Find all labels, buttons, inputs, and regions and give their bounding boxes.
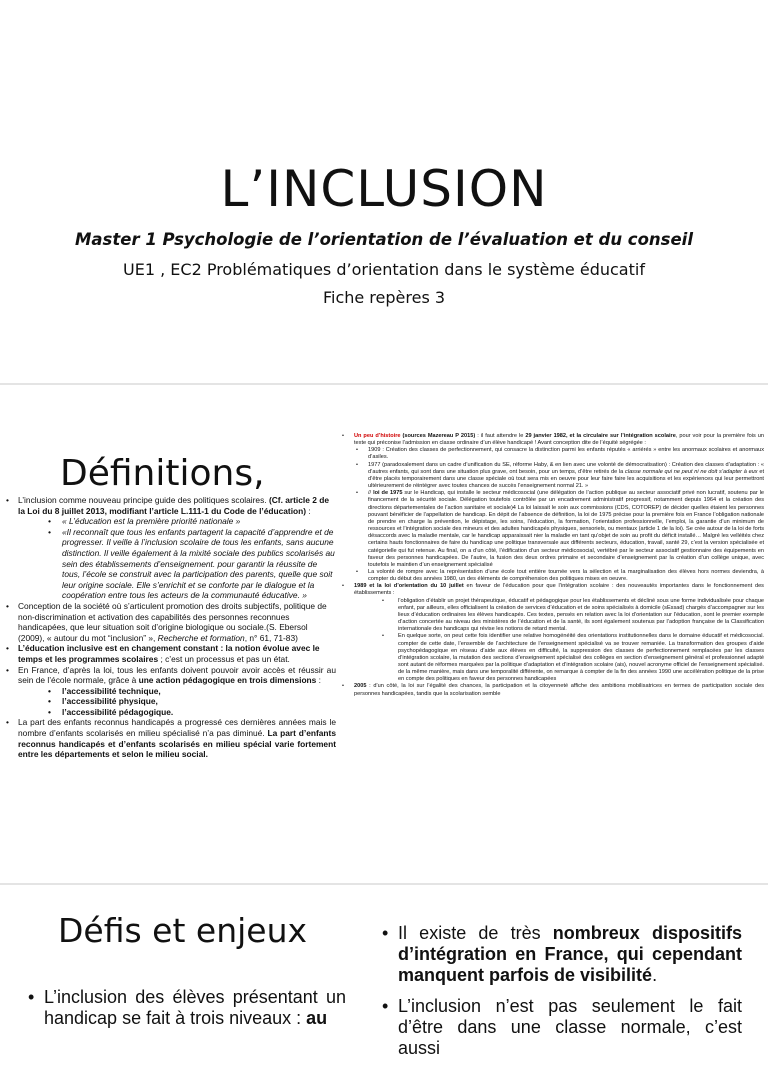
dimension-item: • l’accessibilité physique, (18, 696, 336, 707)
list-item: • Il existe de très nombreux dispositifs d’intégration en France, qui cependant manquent parfois de visibilité. (382, 923, 742, 986)
list-item: • L’éducation inclusive est en changement constant : la notion évolue avec le temps et les programmes scolaires ; c’est un processus et pas un état. (4, 643, 336, 664)
list-item: • 1909 : Création des classes de perfectionnement, qui consacre la distinction parmi les enfants réputés « arriérés » entre les anormaux scolaires et anormaux d’asiles. (354, 447, 764, 461)
module-subtitle: UE1 , EC2 Problématiques d’orientation dans le système éducatif (123, 260, 645, 279)
list-item: • L’inclusion des élèves présentant un handicap se fait à trois niveaux : au (28, 987, 346, 1029)
list-item: • La volonté de rompre avec la représentation d’une école tout entière tournée vers la sélection et la marginalisation des élèves hors normes deviendra, à compter du début des années 1980, un des éléments de compréhension des politiques mises en oeuvre. (354, 569, 764, 583)
list-item: • En quelque sorte, on peut cette fois identifier une relative homogénéité des orientations institutionnelles dans le domaine éducatif et médicosocial. compter de cette date, l’ensemble de l’architecture de l’enseignement spécialisé va se trouver remaniée. La transformation des groupes d’aide psychopédagogique en réseau d’aide aux élèves en difficulté, la suppression des classes de perfectionnement remplacées par les classes d’intégration scolaire, la mutation des sections d’enseignement spécialisé des collèges en section d’enseignement général et professionnel adapté sont autant de réformes marquées par la politique d’adaptation et d’intégration scolaire (ais), nouvel acronyme officiel de l’enseignement spécialisé. de la même manière, mais dans une temporalité différente, on remarque à compter de la fin des années 1990 une accélération politique de la prise en compte des politiques en faveur des personnes handicapées (354, 633, 764, 683)
history-right-column (340, 433, 764, 698)
list-item: • L’inclusion n’est pas seulement le fait d’être dans une classe normale, c’est aussi (382, 996, 742, 1059)
definitions-slide (0, 385, 768, 883)
challenges-title: Défis et enjeux (58, 911, 308, 950)
list-item: • 1977 (paradoxalement dans un cadre d’unification du SE, réforme Haby, & en lien avec une volonté de démocratisation) : Création des classes d’adaptation : « d’autres enfants, qui sont dans une situation plus grave, ont besoin, pour un temps, d’être retirés de la classe normale qui ne peut ni ne doit s’adapter à eux et d’être placés temporairement dans une classe spéciale où tout sera mis en oeuvre pour leur faire faire les acquisitions et les expériences qui leur permettront ultérieurement de réintégrer avec toutes chances de succès l’enseignement normal 21. » (354, 462, 764, 491)
dimension-item: • l’accessibilité pédagogique. (18, 707, 336, 718)
quote-item: • « L’éducation est la première priorité nationale » (18, 516, 336, 527)
slide-title: L’INCLUSION (220, 160, 548, 218)
definitions-left-column (4, 495, 336, 760)
list-item: • En France, d’après la loi, tous les enfants doivent pouvoir avoir accès et réussir au sein de l’école normale, grâce à une action pédagogique en trois dimensions : • l’accessibilité technique, • l’accessibilité physique, • l’accessibilité pédagogique. (4, 665, 336, 718)
definitions-title: Définitions, (60, 453, 265, 494)
list-item: • Un peu d’histoire (sources Mazereau P 2015) : il faut attendre le 29 janvier 1982, et la circulaire sur l’intégration scolaire, pour voir pour la première fois un texte qui préconise l’admission en classe ordinaire d’un élève handicapé ! Avant conception dite de l’équité ségrégée : • 1909 : Création des classes de perfectionnement, qui consacre la distinction parmi les enfants réputés « arriérés » entre les anormaux scolaires et anormaux d’asiles. • 1977 (paradoxalement dans un cadre d’unification du SE, réforme Haby, & en lien avec une volonté de démocratisation) : Création des classes d’adaptation : « d’autres enfants, qui sont dans une situation plus grave, ont besoin, pour un temps, d’être retirés de la classe normale qui ne peut ni ne doit s’adapter à eux et d’être placés temporairement dans une classe spéciale où tout sera mis en oeuvre pour leur faire faire les acquisitions et les expériences qui leur permettront ultérieurement de réintégrer avec toutes chances de succès l’enseignement normal 21. » • // loi de 1975 sur le Handicap, qui installe le secteur médicosocial (une délégation de l’action publique au secteur associatif privé non lucratif, soutenu par le financement de la sécurité sociale. Délégation toutefois contrôlée par un encadrement administratif progressif, notamment depuis 1964 et la création des directions départementales de l’action sanitaire et sociale)4 La loi laissait le soin aux commissions (CDS, COTOREP) de décider quelles étaient les personnes pouvant bénéficier de l’appellation de handicap. En dépit de l’absence de définition, la loi de 1975 précise pour la première fois en France l’obligation nationale de prendre en charge la prévention, le dépistage, les soins, l’éducation, la formation, l’orientation professionnelle, l’emploi, la garantie d’un minimum de ressources et l’intégration sociale des mineurs et des adultes handicapés physiques, sensoriels, ou mentaux (article 1 de la loi). Se crée autour de la loi de forts désaccords avec la maladie mentale, car le handicap apparaissait nier la maladie en tant qu’objet de soin au profit du déficit installé… Malgré les velléités chez certains hauts fonctionnaires de faire du handicap une politique transversale aux différents secteurs, éducation, travail, santé 29, c’est la version spécialisée et catégorielle qui fut retenue. Au final, on a d’un côté, l’édification d’un secteur médicosocial, vertébré par le secteur associatif gestionnaire des équipements en faveur des personnes handicapées. De l’autre, la fusion des deux ordres primaire et secondaire d’enseignement par la création d’un collège unique, avec toutefois le maintien d’un enseignement spécialisé • La volonté de rompre avec la représentation d’une école tout entière tournée vers la sélection et la marginalisation des élèves hors normes deviendra, à compter du début des années 1980, un des éléments de compréhension des politiques mises en oeuvre. (340, 433, 764, 583)
list-item: • Conception de la société où s’articulent promotion des droits subjectifs, politique de non-discrimination et activation des capabilités des personnes reconnues handicapées, que leur situation soit d’origine biologique ou sociale.(S. Ebersol (2009), « autour du mot “inclusion” », Recherche et formation, n° 61, 71-83) (4, 601, 336, 643)
list-item: • // loi de 1975 sur le Handicap, qui installe le secteur médicosocial (une délégation de l’action publique au secteur associatif privé non lucratif, soutenu par le financement de la sécurité sociale. Délégation toutefois contrôlée par un encadrement administratif progressif, notamment depuis 1964 et la création des directions départementales de l’action sanitaire et sociale)4 La loi laissait le soin aux commissions (CDS, COTOREP) de décider quelles étaient les personnes pouvant bénéficier de l’appellation de handicap. En dépit de l’absence de définition, la loi de 1975 précise pour la première fois en France l’obligation nationale de prendre en charge la prévention, le dépistage, les soins, l’éducation, la formation, l’orientation professionnelle, l’emploi, la garantie d’un minimum de ressources et l’intégration sociale des mineurs et des adultes handicapés physiques, sensoriels, ou mentaux (article 1 de la loi). Se crée autour de la loi de forts désaccords avec la maladie mentale, car le handicap apparaissait nier la maladie en tant qu’objet de soin au profit du déficit installé… Malgré les velléités chez certains hauts fonctionnaires de faire du handicap une politique transversale aux différents secteurs, éducation, travail, santé 29, c’est la version spécialisée et catégorielle qui fut retenue. Au final, on a d’un côté, l’édification d’un secteur médicosocial, vertébré par le secteur associatif gestionnaire des équipements en faveur des personnes handicapées. De l’autre, la fusion des deux ordres primaire et secondaire d’enseignement par la création d’un collège unique, avec toutefois le maintien d’un enseignement spécialisé (354, 490, 764, 569)
list-item: • L’inclusion comme nouveau principe guide des politiques scolaires. (Cf. article 2 de la Loi du 8 juillet 2013, modifiant l’article L.111-1 du Code de l’éducation) : • « L’éducation est la première priorité nationale » • «Il reconnaît que tous les enfants partagent la capacité d’apprendre et de progresser. Il veille à l’inclusion scolaire de tous les enfants, sans aucune distinction. Il veille également à la mixité sociale des publics scolarisés au sein des établissements d’enseignement. pour garantir la réussite de tous, l’école se construit avec la participation des parents, quelle que soit leur origine sociale. Elle s’enrichit et se conforte par le dialogue et la coopération entre tous les acteurs de la communauté éducative. » (4, 495, 336, 601)
dimension-item: • l’accessibilité technique, (18, 686, 336, 697)
list-item: • l’obligation d’établir un projet thérapeutique, éducatif et pédagogique pour les établissements et décliné sous une forme individualisée pour chaque enfant, par ailleurs, elles officialisent la création de services d’éducation et de soins spécialisés à domicile (sEssad) chargés d’accompagner sur les lieux d’éducation ordinaires les élèves handicapés. Ces textes, pensés en relation avec la loi d’orientation sur l’éducation, sont le premier exemple d’action concertée au niveau des ministères de l’éducation et de la santé, ils sont également soutenus par l’adoption française de la Classification internationale des handicaps qui révise les notions de retard mental. (354, 598, 764, 634)
title-slide (0, 0, 768, 383)
challenges-right-column (382, 923, 742, 1069)
challenges-left-column (28, 987, 346, 1039)
list-item: • La part des enfants reconnus handicapés a progressé ces dernières années mais le nombre d’enfants scolarisés en milieu spécialisé n’a pas diminué. La part d’enfants reconnus handicapés et d’enfants scolarisés en milieu spécial varie fortement entre les départements et selon le milieu social. (4, 717, 336, 759)
course-subtitle: Master 1 Psychologie de l’orientation de l’évaluation et du conseil (75, 230, 693, 249)
challenges-slide (0, 885, 768, 1058)
sheet-subtitle: Fiche repères 3 (322, 288, 446, 307)
list-item: • 1989 et la loi d’orientation du 10 juillet en faveur de l’éducation pour que l’intégration scolaire : des nouveautés importantes dans le fonctionnement des établissements : • l’obligation d’établir un projet thérapeutique, éducatif et pédagogique pour les établissements et décliné sous une forme individualisée pour chaque enfant, par ailleurs, elles officialisent la création de services d’éducation et de soins spécialisés à domicile (sEssad) chargés d’accompagner sur les lieux d’éducation ordinaires les élèves handicapés. Ces textes, pensés en relation avec la loi d’orientation sur l’éducation, sont le premier exemple d’action concertée au niveau des ministères de l’éducation et de la santé, ils sont également soutenus par l’adoption française de la Classification internationale des handicaps qui révise les notions de retard mental. • En quelque sorte, on peut cette fois identifier une relative homogénéité des orientations institutionnelles dans le domaine éducatif et médicosocial. compter de cette date, l’ensemble de l’architecture de l’enseignement spécialisé va se trouver remaniée. La transformation des groupes d’aide psychopédagogique en réseau d’aide aux élèves en difficulté, la suppression des classes de perfectionnement remplacées par les classes d’intégration scolaire, la mutation des sections d’enseignement spécialisé des collèges en section d’enseignement général et professionnel adapté sont autant de réformes marquées par la politique d’adaptation et d’intégration scolaire (ais), nouvel acronyme officiel de l’enseignement spécialisé. de la même manière, mais dans une temporalité différente, on remarque à compter de la fin des années 1990 une accélération politique de la prise en compte des politiques en faveur des personnes handicapées (340, 583, 764, 683)
quote-item: • «Il reconnaît que tous les enfants partagent la capacité d’apprendre et de progresser. Il veille à l’inclusion scolaire de tous les enfants, sans aucune distinction. Il veille également à la mixité sociale des publics scolarisés au sein des établissements d’enseignement. pour garantir la réussite de tous, l’école se construit avec la participation des parents, quelle que soit leur origine sociale. Elle s’enrichit et se conforte par le dialogue et la coopération entre tous les acteurs de la communauté éducative. » (18, 527, 336, 601)
list-item: • 2005 : d’un côté, la loi sur l’égalité des chances, la participation et la citoyenneté affiche des ambitions mobilisatrices en termes de participation sociale des personnes handicapées, tandis que la scolarisation semble (340, 683, 764, 697)
